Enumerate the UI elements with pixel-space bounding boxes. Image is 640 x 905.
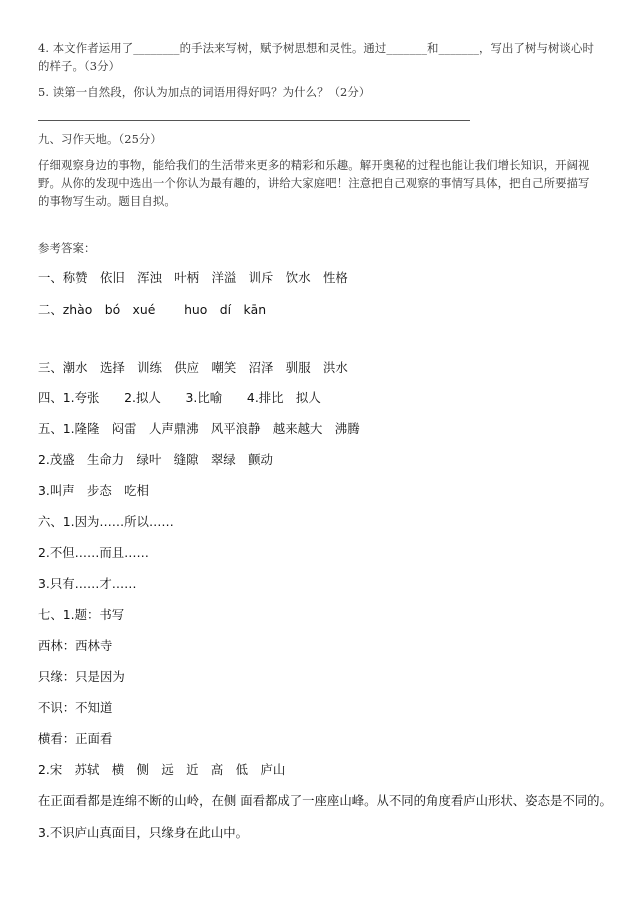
answer-6-part-2: 2.不但……而且…… — [38, 545, 149, 560]
answer-7-part-6: 2.宋 苏轼 横 侧 远 近 高 低 庐山 — [38, 762, 286, 777]
answer-4: 四、1.夸张 2.拟人 3.比喻 4.排比 拟人 — [38, 390, 321, 405]
answer-3: 三、潮水 选择 训练 供应 嘲笑 沼泽 驯服 洪水 — [38, 360, 348, 375]
answer-2-pinyin: 二、zhào bó xué huo dí kān — [38, 302, 267, 317]
answer-7-part-2: 西林：西林寺 — [38, 638, 113, 653]
answer-5-part-1: 五、1.隆隆 闷雷 人声鼎沸 风平浪静 越来越大 沸腾 — [38, 421, 360, 436]
answer-7-part-3: 只缘：只是因为 — [38, 669, 125, 684]
answer-7-explanation: 在正面看都是连绵不断的山岭，在侧 面看都成了一座座山峰。从不同的角度看庐山形状、姿态是不同的。 — [38, 793, 612, 808]
question-5: 5. 读第一自然段，你认为加点的词语用得好吗？为什么？（2分） — [38, 85, 371, 99]
section-9-prompt-line-1: 仔细观察身边的事物，能给我们的生活带来更多的精彩和乐趣。解开奥秘的过程也能让我们增长知识，开阔视 — [38, 158, 590, 172]
question-4-line-2: 的样子。（3分） — [38, 59, 121, 73]
answer-line-divider — [38, 120, 470, 121]
answer-6-part-1: 六、1.因为……所以…… — [38, 514, 174, 529]
question-4-line-1: 4. 本文作者运用了________的手法来写树，赋予树思想和灵性。通过_______和_______，写出了树与树谈心时 — [38, 41, 594, 55]
section-9-prompt-line-3: 的事物写生动。题目自拟。 — [38, 194, 176, 208]
answer-5-part-2: 2.茂盛 生命力 绿叶 缝隙 翠绿 颤动 — [38, 452, 273, 467]
answer-1: 一、称赞 依旧 浑浊 叶柄 洋溢 训斥 饮水 性格 — [38, 270, 348, 285]
answer-7-part-5: 横看：正面看 — [38, 731, 113, 746]
section-9-prompt-line-2: 野。从你的发现中选出一个你认为最有趣的，讲给大家庭吧！注意把自己观察的事情写具体，把自己所要描写 — [38, 176, 590, 190]
section-9-title: 九、习作天地。（25分） — [38, 132, 162, 146]
answer-6-part-3: 3.只有……才…… — [38, 576, 137, 591]
answer-7-part-4: 不识：不知道 — [38, 700, 113, 715]
answer-7-part-1: 七、1.题：书写 — [38, 607, 125, 622]
answer-7-part-8: 3.不识庐山真面目，只缘身在此山中。 — [38, 825, 249, 840]
answer-5-part-3: 3.叫声 步态 吃相 — [38, 483, 149, 498]
answers-heading: 参考答案： — [38, 241, 96, 255]
